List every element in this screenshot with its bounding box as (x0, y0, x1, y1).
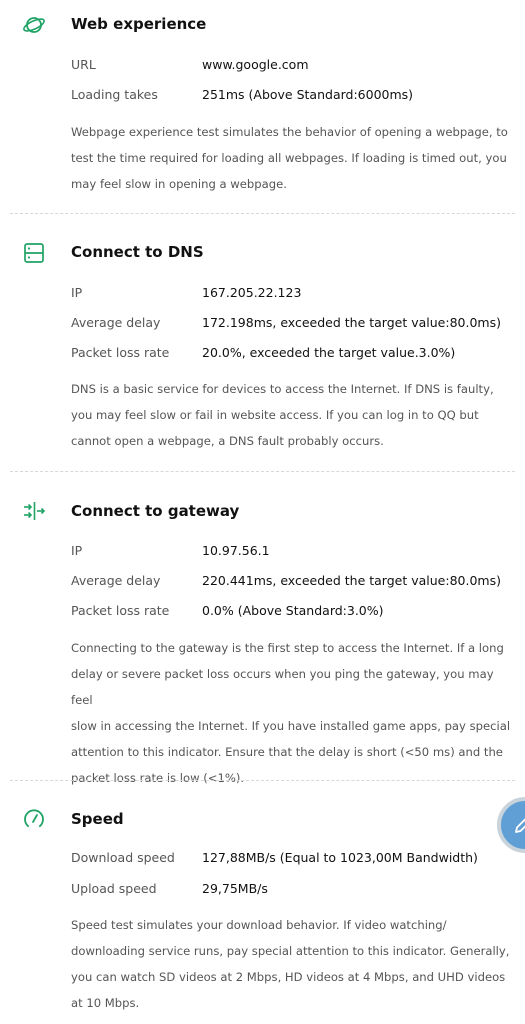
download-speed-label: Download speed (71, 850, 175, 865)
url-value: www.google.com (202, 57, 309, 72)
average-delay-label: Average delay (71, 573, 161, 588)
desc-line: Connecting to the gateway is the first step to access the Internet. If a long (71, 641, 504, 655)
loading-value: 251ms (Above Standard:6000ms) (202, 87, 414, 102)
edit-icon (512, 814, 525, 836)
desc-line: Webpage experience test simulates the behavior of opening a webpage, to (71, 125, 508, 139)
url-label: URL (71, 57, 96, 72)
desc-line: downloading service runs, pay special attention to this indicator. Generally, (71, 944, 510, 958)
section-title: Connect to DNS (71, 243, 204, 261)
ip-value: 10.97.56.1 (202, 543, 270, 558)
desc-line: slow in accessing the Internet. If you have installed game apps, pay special (71, 719, 511, 733)
average-delay-value: 220.441ms, exceeded the target value:80.0ms) (202, 573, 501, 588)
packet-loss-value: 0.0% (Above Standard:3.0%) (202, 603, 384, 618)
upload-speed-row (0, 881, 525, 901)
ip-label: IP (71, 543, 83, 558)
desc-line: may feel slow in opening a webpage. (71, 177, 287, 191)
upload-speed-value: 29,75MB/s (202, 881, 268, 896)
upload-speed-label: Upload speed (71, 881, 157, 896)
desc-line: you can watch SD videos at 2 Mbps, HD videos at 4 Mbps, and UHD videos (71, 970, 506, 984)
section-title: Speed (71, 810, 124, 828)
speed-description (71, 912, 511, 1016)
download-speed-value: 127,88MB/s (Equal to 1023,00M Bandwidth) (202, 850, 478, 865)
packet-loss-label: Packet loss rate (71, 345, 170, 360)
average-delay-value: 172.198ms, exceeded the target value:80.0ms) (202, 315, 501, 330)
desc-line: DNS is a basic service for devices to access the Internet. If DNS is faulty, (71, 382, 494, 396)
desc-line: test the time required for loading all webpages. If loading is timed out, you (71, 151, 507, 165)
desc-line: attention to this indicator. Ensure that the delay is short (<50 ms) and the (71, 745, 503, 759)
speedometer-icon (22, 807, 46, 831)
section-title: Web experience (71, 15, 207, 33)
loading-label: Loading takes (71, 87, 158, 102)
ip-label: IP (71, 285, 83, 300)
desc-line: packet loss rate is low (<1%). (71, 771, 245, 785)
packet-loss-label: Packet loss rate (71, 603, 170, 618)
section-title: Connect to gateway (71, 502, 240, 520)
average-delay-label: Average delay (71, 315, 161, 330)
packet-loss-value: 20.0%, exceeded the target value.3.0%) (202, 345, 456, 360)
desc-line: cannot open a webpage, a DNS fault probably occurs. (71, 434, 384, 448)
desc-line: delay or severe packet loss occurs when you ping the gateway, you may feel (71, 667, 494, 707)
ip-value: 167.205.22.123 (202, 285, 302, 300)
desc-line: at 10 Mbps. (71, 996, 140, 1010)
desc-line: you may feel slow or fail in website access. If you can log in to QQ but (71, 408, 479, 422)
desc-line: Speed test simulates your download behavior. If video watching/ (71, 918, 447, 932)
download-speed-row (0, 850, 525, 870)
